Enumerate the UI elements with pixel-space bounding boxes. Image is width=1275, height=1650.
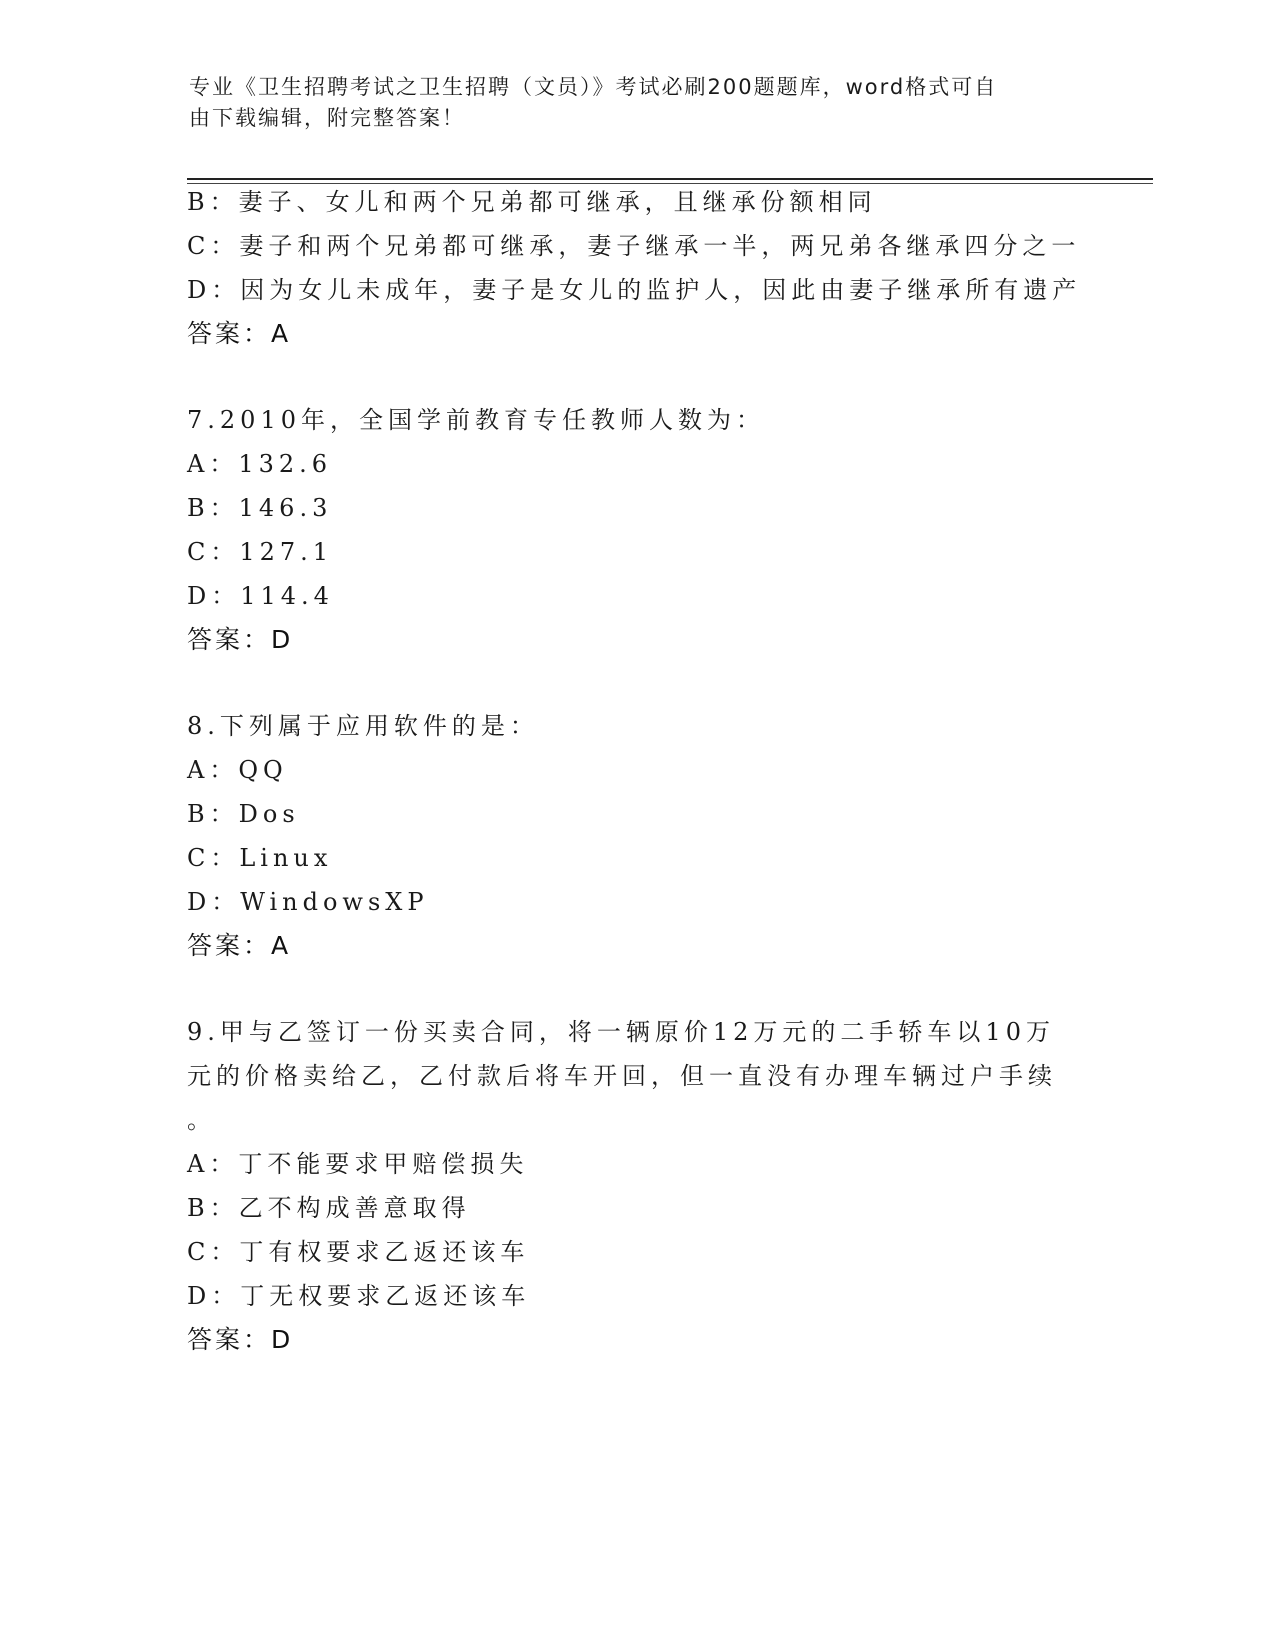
q8-option-a: A：QQ	[187, 756, 288, 784]
q9-option-d: D：丁无权要求乙返还该车	[187, 1282, 531, 1310]
q7-option-c: C：127.1	[187, 538, 334, 566]
header-line-1: 专业《卫生招聘考试之卫生招聘（文员）》考试必刷200题题库，word格式可自	[189, 75, 998, 99]
q7-option-b: B：146.3	[187, 494, 333, 522]
q8-option-c: C：Linux	[187, 844, 333, 872]
q6-option-d: D：因为女儿未成年，妻子是女儿的监护人，因此由妻子继承所有遗产	[187, 276, 1082, 304]
header-rule-thin	[187, 183, 1153, 184]
q9-question-line-2: 元的价格卖给乙，乙付款后将车开回，但一直没有办理车辆过户手续	[187, 1062, 1057, 1090]
q7-option-d: D：114.4	[187, 582, 334, 610]
q9-question-line-3: 。	[187, 1106, 216, 1134]
header-rule-thick	[187, 178, 1153, 180]
q9-question-line-1: 9.甲与乙签订一份买卖合同，将一辆原价12万元的二手轿车以10万	[187, 1018, 1055, 1046]
q8-answer: 答案：A	[187, 931, 292, 960]
q8-option-b: B：Dos	[187, 800, 300, 828]
q9-answer: 答案：D	[187, 1325, 294, 1354]
q6-option-c: C：妻子和两个兄弟都可继承，妻子继承一半，两兄弟各继承四分之一	[187, 232, 1081, 260]
q8-option-d: D：WindowsXP	[187, 888, 429, 916]
q7-option-a: A：132.6	[187, 450, 333, 478]
q7-question: 7.2010年，全国学前教育专任教师人数为：	[187, 406, 765, 434]
q8-question: 8.下列属于应用软件的是：	[187, 712, 539, 740]
q9-option-a: A：丁不能要求甲赔偿损失	[187, 1150, 529, 1178]
q6-answer: 答案：A	[187, 319, 292, 348]
q6-option-b: B：妻子、女儿和两个兄弟都可继承，且继承份额相同	[187, 188, 877, 216]
q7-answer: 答案：D	[187, 625, 294, 654]
q9-option-b: B：乙不构成善意取得	[187, 1194, 471, 1222]
header-line-2: 由下载编辑，附完整答案！	[189, 106, 465, 130]
q9-option-c: C：丁有权要求乙返还该车	[187, 1238, 530, 1266]
document-header	[189, 72, 1069, 134]
